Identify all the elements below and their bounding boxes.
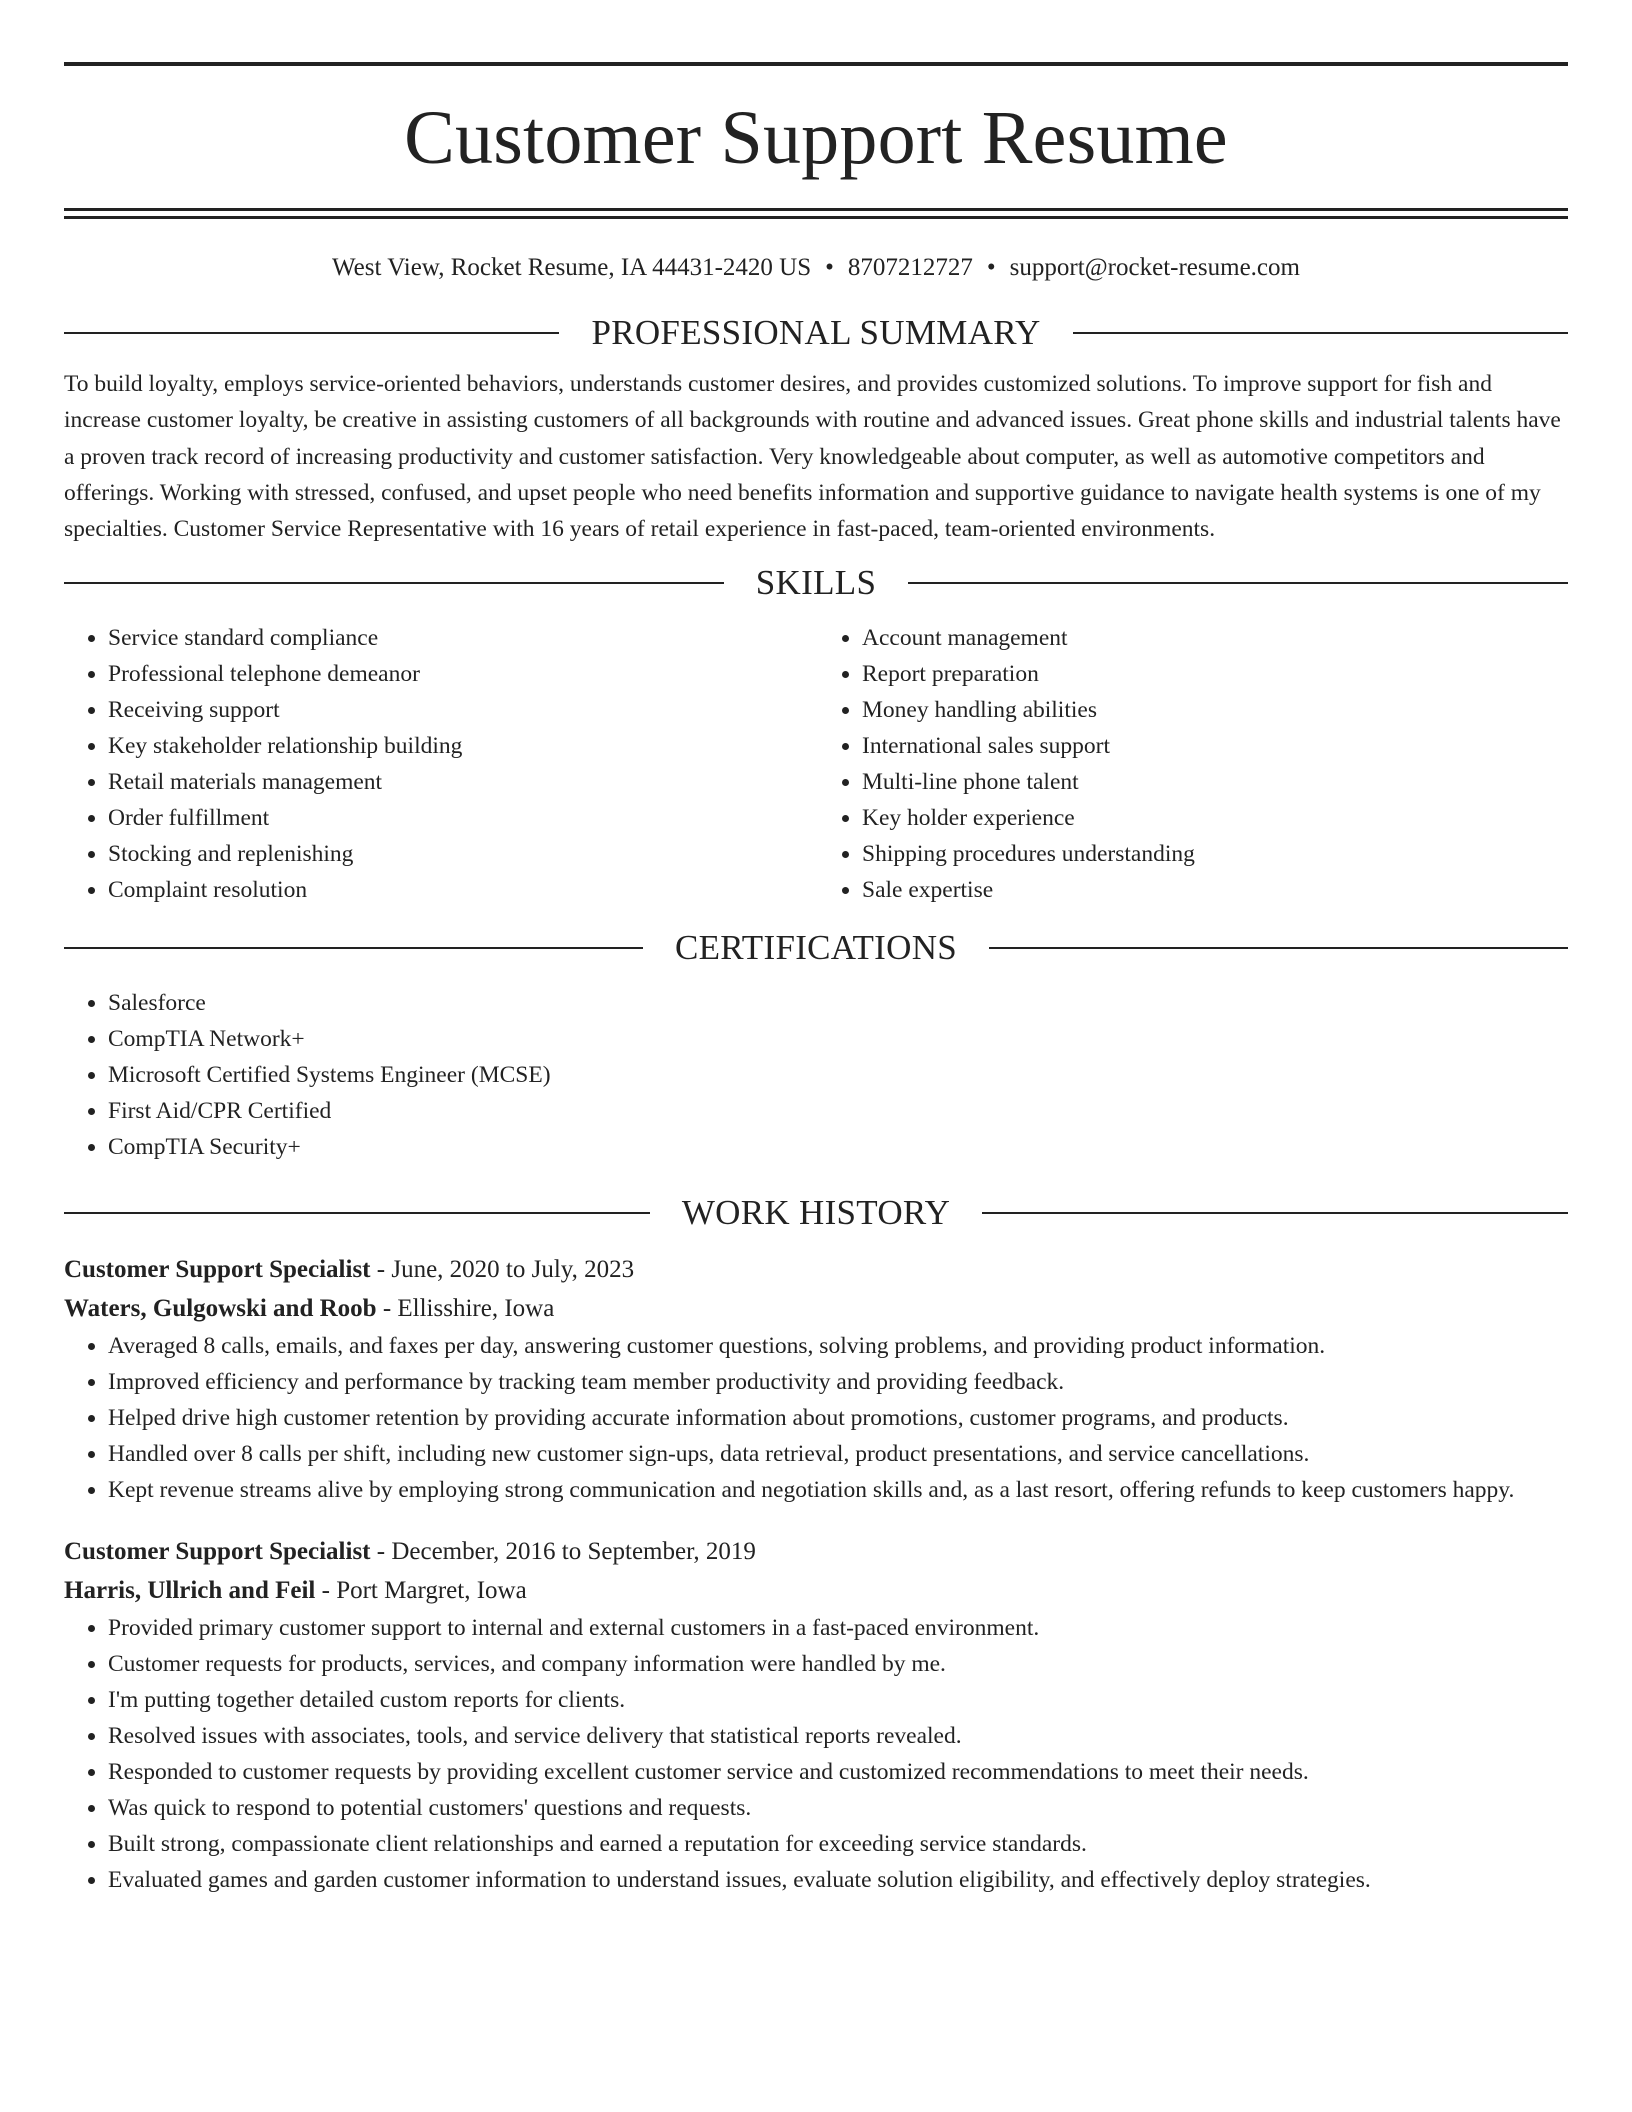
job-entry <box>64 1532 1568 1898</box>
job-entry <box>64 1250 1568 1508</box>
job-company: Waters, Gulgowski and Roob <box>64 1295 377 1323</box>
skill-item: • Key stakeholder relationship building <box>108 728 816 764</box>
certifications-list <box>64 985 1568 1165</box>
work-history-heading-title: WORK HISTORY <box>681 1193 951 1233</box>
contact-line <box>64 253 1568 283</box>
job-company: Harris, Ullrich and Feil <box>64 1577 316 1605</box>
heading-rule-left <box>64 1212 650 1214</box>
contact-phone[interactable]: 8707212727 <box>847 254 973 281</box>
job-location: - Port Margret, Iowa <box>315 1577 527 1605</box>
skill-item: • Report preparation <box>862 656 1568 692</box>
heading-rule-right <box>1073 332 1568 334</box>
job-bullet: • Was quick to respond to potential customers' questions and requests. <box>108 1790 1568 1826</box>
skills-list-right <box>816 620 1568 908</box>
heading-rule-right <box>989 947 1568 949</box>
contact-separator: • <box>986 254 996 281</box>
skill-item: • Stocking and replenishing <box>108 836 816 872</box>
heading-rule-right <box>982 1212 1568 1214</box>
job-title-line <box>64 1250 1568 1289</box>
job-dates: - June, 2020 to July, 2023 <box>370 1256 635 1284</box>
certification-item: • CompTIA Network+ <box>108 1021 1568 1057</box>
skills-list-left <box>64 620 816 908</box>
job-bullet: • Resolved issues with associates, tools, and service delivery that statistical reports revealed. <box>108 1718 1568 1754</box>
skill-item: • Service standard compliance <box>108 620 816 656</box>
job-company-line <box>64 1289 1568 1328</box>
skill-item: • Professional telephone demeanor <box>108 656 816 692</box>
certification-item: • First Aid/CPR Certified <box>108 1093 1568 1129</box>
skills-grid <box>64 620 1568 908</box>
skill-item: • Account management <box>862 620 1568 656</box>
job-bullet: • Evaluated games and garden customer information to understand issues, evaluate solution eligibility, and effectively deploy strategies. <box>108 1862 1568 1898</box>
heading-rule-left <box>64 582 724 584</box>
job-bullet: • Customer requests for products, services, and company information were handled by me. <box>108 1646 1568 1682</box>
job-company-line <box>64 1571 1568 1610</box>
job-bullet: • Helped drive high customer retention by providing accurate information about promotions, customer programs, and products. <box>108 1400 1568 1436</box>
skill-item: • Key holder experience <box>862 800 1568 836</box>
job-bullet-list <box>64 1610 1568 1898</box>
job-bullet: • Handled over 8 calls per shift, including new customer sign-ups, data retrieval, product presentations, and service cancellations. <box>108 1436 1568 1472</box>
job-bullet: • Averaged 8 calls, emails, and faxes per day, answering customer questions, solving problems, and providing product information. <box>108 1328 1568 1364</box>
certification-item: • Microsoft Certified Systems Engineer (MCSE) <box>108 1057 1568 1093</box>
skill-item: • International sales support <box>862 728 1568 764</box>
certification-item: • CompTIA Security+ <box>108 1129 1568 1165</box>
job-location: - Ellisshire, Iowa <box>376 1295 555 1323</box>
job-bullet: • Responded to customer requests by providing excellent customer service and customized recommendations to meet their needs. <box>108 1754 1568 1790</box>
top-rule <box>64 62 1568 66</box>
skills-column-right <box>816 620 1568 908</box>
skill-item: • Order fulfillment <box>108 800 816 836</box>
heading-rule-left <box>64 947 643 949</box>
contact-email[interactable]: support@rocket-resume.com <box>1009 254 1300 281</box>
job-bullet: • Kept revenue streams alive by employing strong communication and negotiation skills and, as a last resort, offering refunds to keep customers happy. <box>108 1472 1568 1508</box>
skills-heading-title: SKILLS <box>755 563 877 603</box>
certifications-heading <box>64 928 1568 968</box>
skill-item: • Money handling abilities <box>862 692 1568 728</box>
summary-heading <box>64 315 1568 350</box>
job-dates: - December, 2016 to September, 2019 <box>370 1538 756 1566</box>
skill-item: • Retail materials management <box>108 764 816 800</box>
skill-item: • Multi-line phone talent <box>862 764 1568 800</box>
resume-title: Customer Support Resume <box>404 96 1228 180</box>
certification-item: • Salesforce <box>108 985 1568 1021</box>
job-title: Customer Support Specialist <box>64 1538 371 1566</box>
skill-item: • Complaint resolution <box>108 872 816 908</box>
heading-rule-left <box>64 332 559 334</box>
skills-heading <box>64 563 1568 603</box>
job-bullet: • Provided primary customer support to internal and external customers in a fast-paced environment. <box>108 1610 1568 1646</box>
job-title-line <box>64 1532 1568 1571</box>
skill-item: • Sale expertise <box>862 872 1568 908</box>
summary-text: To build loyalty, employs service-oriented behaviors, understands customer desires, and provides customized solutions. To improve support for fish and increase customer loyalty, be creative in assisting customers of all backgrounds with routine and advanced issues. Great phone skills and industrial talents have a proven track record of increasing productivity and customer satisfaction. Very knowledgeable about computer, as well as automotive competitors and offerings. Working with stressed, confused, and upset people who need benefits information and supportive guidance to navigate health systems is one of my specialties. Customer Service Representative with 16 years of retail experience in fast-paced, team-oriented environments. <box>64 371 1561 543</box>
contact-address: West View, Rocket Resume, IA 44431-2420 US <box>332 254 812 281</box>
job-bullet-list <box>64 1328 1568 1508</box>
work-history-heading <box>64 1193 1568 1233</box>
summary-heading-title: PROFESSIONAL SUMMARY <box>591 313 1041 352</box>
heading-rule-right <box>908 582 1568 584</box>
job-bullet: • I'm putting together detailed custom reports for clients. <box>108 1682 1568 1718</box>
job-bullet: • Built strong, compassionate client relationships and earned a reputation for exceeding service standards. <box>108 1826 1568 1862</box>
certifications-heading-title: CERTIFICATIONS <box>674 928 958 968</box>
skill-item: • Shipping procedures understanding <box>862 836 1568 872</box>
contact-separator: • <box>825 254 834 281</box>
job-title: Customer Support Specialist <box>64 1256 371 1284</box>
skill-item: • Receiving support <box>108 692 816 728</box>
skills-column-left <box>64 620 816 908</box>
title-double-rule <box>64 208 1568 219</box>
job-bullet: • Improved efficiency and performance by tracking team member productivity and providing feedback. <box>108 1364 1568 1400</box>
